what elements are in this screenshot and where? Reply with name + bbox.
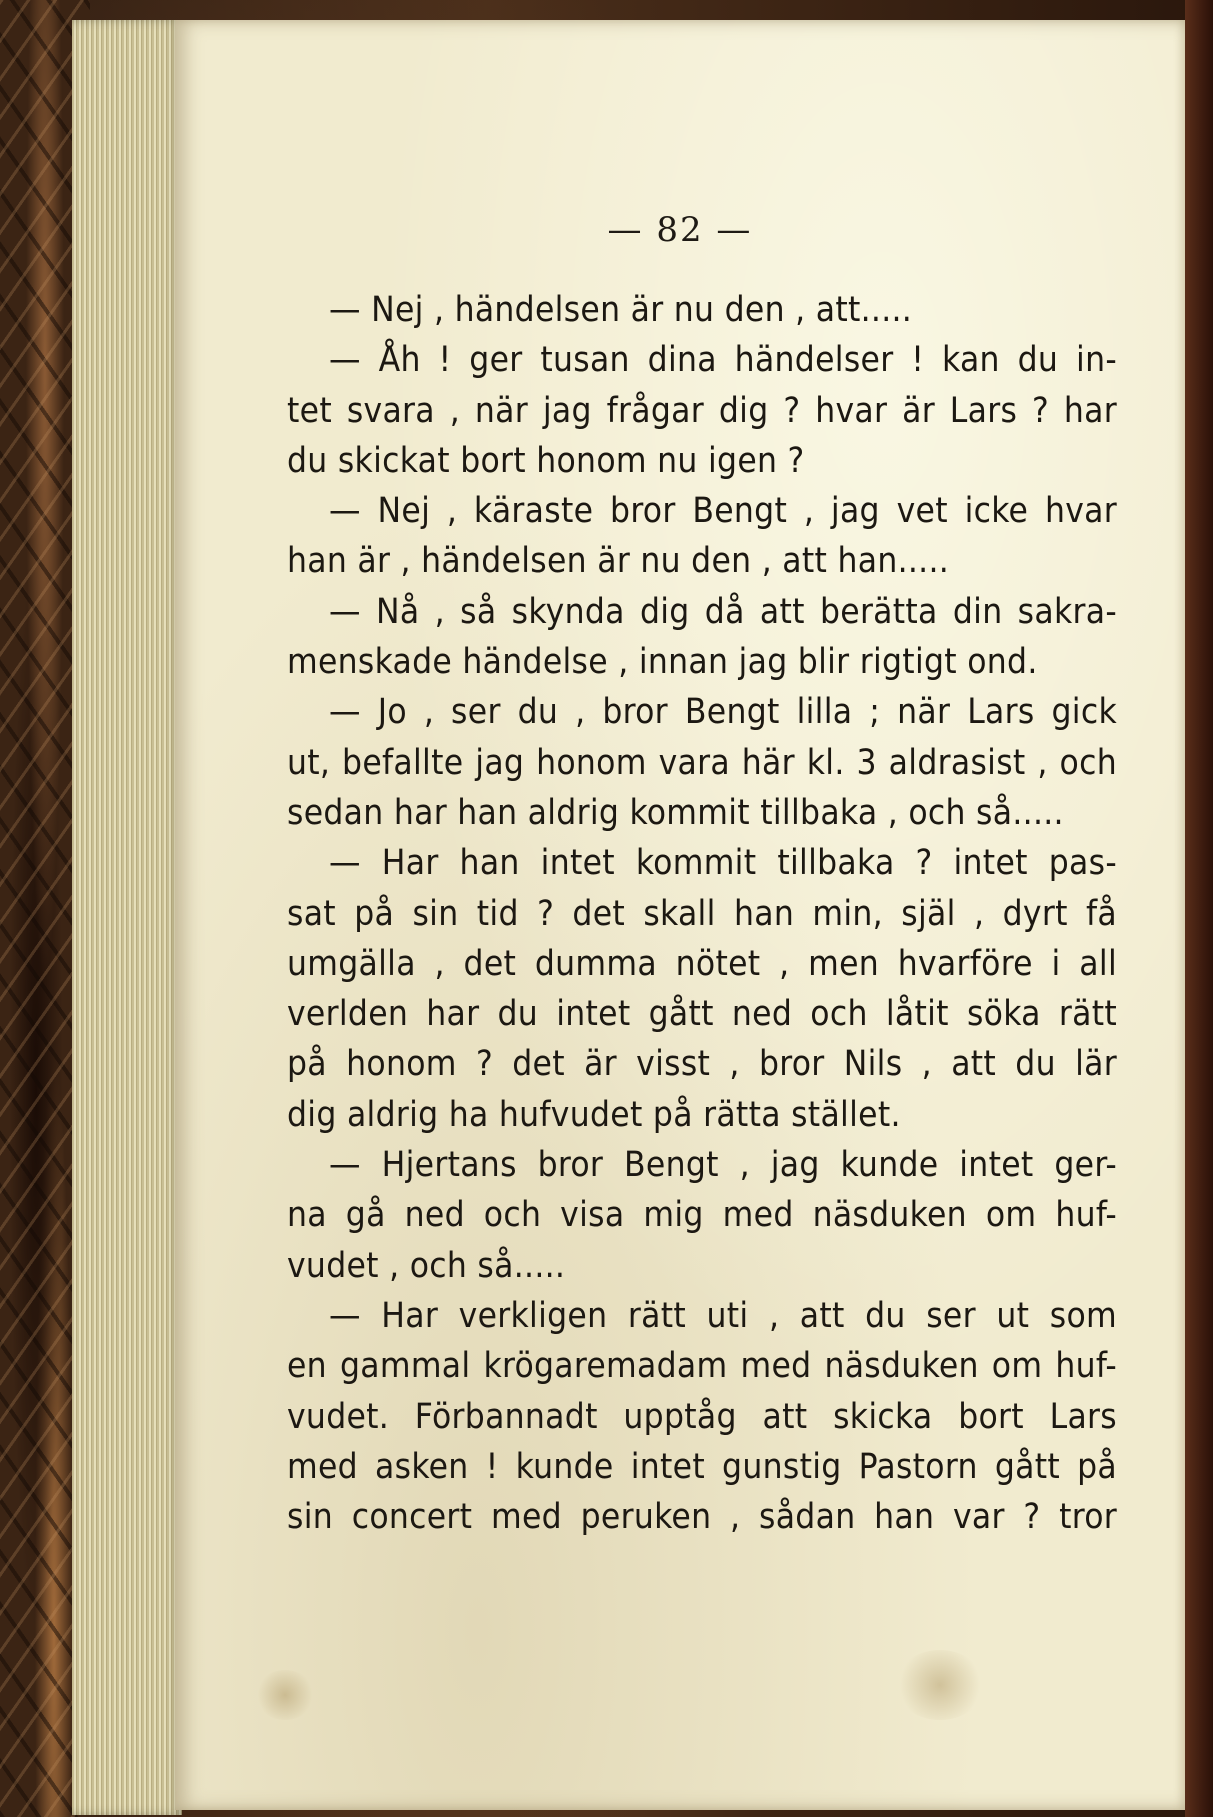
paper-stain (895, 1650, 985, 1720)
text-line: vudet. Förbannadt upptåg att skicka bort Lars (287, 1396, 1117, 1437)
text-line: sedan har han aldrig kommit tillbaka , och så..... (287, 792, 1064, 833)
text-line: — Hjertans bror Bengt , jag kunde intet ger- (329, 1145, 1117, 1186)
text-line: — Har verkligen rätt uti , att du ser ut som (329, 1295, 1117, 1336)
text-line: — Har han intet kommit tillbaka ? intet pas- (329, 843, 1117, 884)
text-line: du skickat bort honom nu igen ? (287, 440, 805, 481)
text-line: — Jo , ser du , bror Bengt lilla ; när Lars gick (329, 692, 1117, 733)
body-text (287, 285, 1117, 1542)
text-line: — Åh ! ger tusan dina händelser ! kan du in- (329, 340, 1117, 381)
paper-stain (255, 1670, 315, 1720)
text-line: menskade händelse , innan jag blir rigtigt ond. (287, 642, 1038, 683)
text-line: på honom ? det är visst , bror Nils , att du lär (287, 1044, 1117, 1085)
text-line: — Nej , händelsen är nu den , att..... (329, 290, 913, 330)
page-edges (72, 20, 182, 1815)
page-number: — 82 — (607, 210, 753, 250)
text-line: — Nå , så skynda dig då att berätta din sakra- (329, 591, 1117, 632)
text-line: ut, befallte jag honom vara här kl. 3 aldrasist , och (287, 742, 1117, 783)
text-line: vudet , och så..... (287, 1245, 566, 1286)
text-line: — Nej , käraste bror Bengt , jag vet icke hvar (329, 491, 1117, 532)
text-line: verlden har du intet gått ned och låtit söka rätt (287, 994, 1117, 1035)
text-line: en gammal krögaremadam med näsduken om huf- (287, 1346, 1117, 1387)
text-line: dig aldrig ha hufvudet på rätta stället. (287, 1094, 901, 1135)
text-line: na gå ned och visa mig med näsduken om huf- (287, 1195, 1117, 1236)
text-line: med asken ! kunde intet gunstig Pastorn gått på (287, 1446, 1117, 1487)
text-line: tet svara , när jag frågar dig ? hvar är Lars ? har (287, 390, 1117, 431)
text-line: sat på sin tid ? det skall han min, själ , dyrt få (287, 893, 1117, 934)
text-line: han är , händelsen är nu den , att han..... (287, 541, 950, 582)
text-line: sin concert med peruken , sådan han var ? tror (287, 1497, 1117, 1538)
text-line: umgälla , det dumma nötet , men hvarföre i all (287, 943, 1117, 984)
book-page (175, 20, 1185, 1810)
cover-edge-right (1185, 0, 1213, 1817)
